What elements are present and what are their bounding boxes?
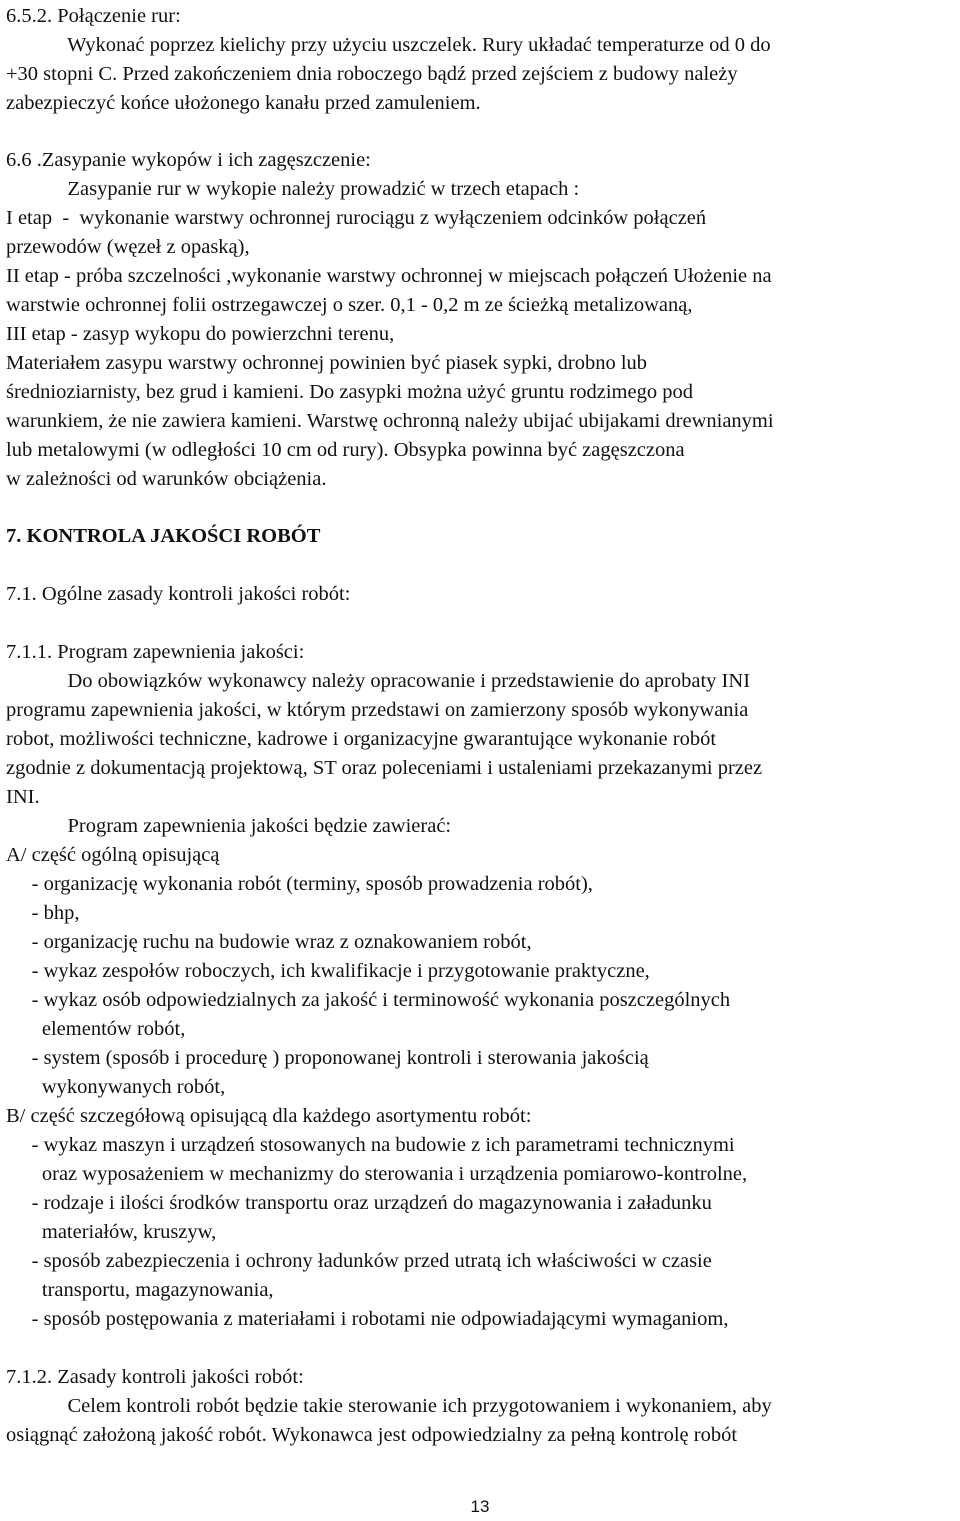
text-line: Program zapewnienia jakości będzie zawierać: <box>6 815 452 837</box>
text-line: programu zapewnienia jakości, w którym przedstawi on zamierzony sposób wykonywania <box>6 699 749 721</box>
text-line: oraz wyposażeniem w mechanizmy do sterowania i urządzenia pomiarowo-kontrolne, <box>6 1163 748 1185</box>
section-heading-7-1-2: 7.1.2. Zasady kontroli jakości robót: <box>6 1366 304 1388</box>
text-line: - organizację wykonania robót (terminy, sposób prowadzenia robót), <box>6 873 593 895</box>
text-line: przewodów (węzeł z opaską), <box>6 236 250 258</box>
text-line: - wykaz zespołów roboczych, ich kwalifikacje i przygotowanie praktyczne, <box>6 960 650 982</box>
chapter-heading-7: 7. KONTROLA JAKOŚCI ROBÓT <box>6 525 321 547</box>
text-line: zabezpieczyć końce ułożonego kanału przed zamuleniem. <box>6 92 481 114</box>
section-heading-7-1: 7.1. Ogólne zasady kontroli jakości robót: <box>6 583 351 605</box>
text-line: - organizację ruchu na budowie wraz z oznakowaniem robót, <box>6 931 532 953</box>
page-number: 13 <box>470 1497 490 1516</box>
text-line: transportu, magazynowania, <box>6 1279 274 1301</box>
text-line: średnioziarnisty, bez grud i kamieni. Do zasypki można użyć gruntu rodzimego pod <box>6 381 693 403</box>
text-line: - sposób zabezpieczenia i ochrony ładunków przed utratą ich właściwości w czasie <box>6 1250 712 1272</box>
text-line: B/ część szczegółową opisującą dla każdego asortymentu robót: <box>6 1105 532 1127</box>
text-line: - bhp, <box>6 902 80 924</box>
text-line: w zależności od warunków obciążenia. <box>6 468 327 490</box>
text-line: - wykaz osób odpowiedzialnych za jakość i terminowość wykonania poszczególnych <box>6 989 731 1011</box>
section-heading-6-6: 6.6 .Zasypanie wykopów i ich zagęszczenie: <box>6 149 371 171</box>
text-line: robot, możliwości techniczne, kadrowe i organizacyjne gwarantujące wykonanie robót <box>6 728 717 750</box>
text-line: warstwie ochronnej folii ostrzegawczej o szer. 0,1 - 0,2 m ze ścieżką metalizowaną, <box>6 294 693 316</box>
text-line: INI. <box>6 786 40 808</box>
text-line: - rodzaje i ilości środków transportu oraz urządzeń do magazynowania i załadunku <box>6 1192 712 1214</box>
section-heading-7-1-1: 7.1.1. Program zapewnienia jakości: <box>6 641 305 663</box>
text-line: elementów robót, <box>6 1018 186 1040</box>
text-line: Materiałem zasypu warstwy ochronnej powinien być piasek sypki, drobno lub <box>6 352 648 374</box>
text-line: lub metalowymi (w odległości 10 cm od rury). Obsypka powinna być zagęszczona <box>6 439 685 461</box>
text-line: zgodnie z dokumentacją projektową, ST oraz poleceniami i ustaleniami przekazanymi przez <box>6 757 763 779</box>
text-line: Celem kontroli robót będzie takie sterowanie ich przygotowaniem i wykonaniem, aby <box>6 1395 772 1417</box>
text-line: wykonywanych robót, <box>6 1076 226 1098</box>
section-heading-6-5-2: 6.5.2. Połączenie rur: <box>6 5 181 27</box>
text-line: II etap - próba szczelności ,wykonanie warstwy ochronnej w miejscach połączeń Ułożenie na <box>6 265 772 287</box>
text-line: - system (sposób i procedurę ) proponowanej kontroli i sterowania jakością <box>6 1047 649 1069</box>
text-line: - wykaz maszyn i urządzeń stosowanych na budowie z ich parametrami technicznymi <box>6 1134 735 1156</box>
text-line: I etap - wykonanie warstwy ochronnej rurociągu z wyłączeniem odcinków połączeń <box>6 207 707 229</box>
text-line: materiałów, kruszyw, <box>6 1221 217 1243</box>
text-line: Wykonać poprzez kielichy przy użyciu uszczelek. Rury układać temperaturze od 0 do <box>6 34 771 56</box>
text-line: Zasypanie rur w wykopie należy prowadzić w trzech etapach : <box>6 178 580 200</box>
text-line: Do obowiązków wykonawcy należy opracowanie i przedstawienie do aprobaty INI <box>6 670 751 692</box>
text-line: - sposób postępowania z materiałami i robotami nie odpowiadającymi wymaganiom, <box>6 1308 729 1330</box>
text-line: A/ część ogólną opisującą <box>6 844 220 866</box>
text-line: warunkiem, że nie zawiera kamieni. Warstwę ochronną należy ubijać ubijakami drewnianymi <box>6 410 774 432</box>
text-line: osiągnąć założoną jakość robót. Wykonawca jest odpowiedzialny za pełną kontrolę robót <box>6 1424 738 1446</box>
text-line: III etap - zasyp wykopu do powierzchni terenu, <box>6 323 395 345</box>
text-line: +30 stopni C. Przed zakończeniem dnia roboczego bądź przed zejściem z budowy należy <box>6 63 738 85</box>
